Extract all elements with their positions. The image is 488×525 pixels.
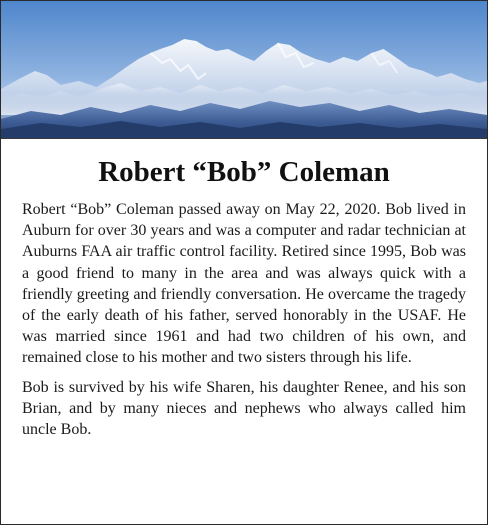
- mountain-banner-image: [1, 1, 487, 139]
- mountain-landscape-image: [1, 1, 487, 138]
- obituary-paragraph: Robert “Bob” Coleman passed away on May 22, 2020. Bob lived in Auburn for over 30 years and was a computer and radar technician at Auburns FAA air traffic control facility. Retired since 1995, Bob was a good friend to many in the area and was always quick with a friendly greeting and friendly conversation. He overcame the tragedy of the early death of his father, served honorably in the USAF. He was married since 1961 and had two children of his own, and remained close to his mother and two sisters through his life.: [22, 201, 466, 367]
- obituary-paragraph: Bob is survived by his wife Sharen, his daughter Renee, and his son Brian, and by many nieces and nephews who always called him uncle Bob.: [22, 378, 466, 439]
- obituary-name-heading: Robert “Bob” Coleman: [98, 156, 390, 188]
- obituary-body: [1, 199, 487, 440]
